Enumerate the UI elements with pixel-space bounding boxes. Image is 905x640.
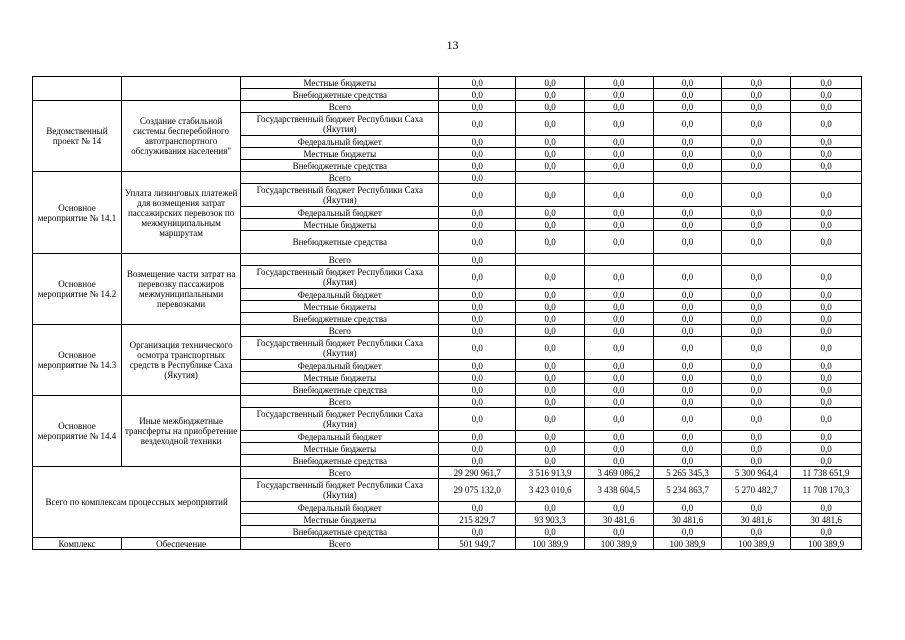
amount-cell: 0,0 [516, 526, 585, 538]
amount-cell: 0,0 [439, 160, 516, 172]
amount-cell: 0,0 [516, 396, 585, 408]
event-type-cell: Основное мероприятие № 14.4 [33, 396, 122, 467]
amount-cell: 0,0 [722, 502, 791, 514]
amount-cell: 0,0 [584, 219, 653, 231]
amount-cell: 0,0 [791, 372, 862, 384]
amount-cell: 0,0 [722, 266, 791, 289]
funding-source-cell: Государственный бюджет Республики Саха (Якутия) [241, 266, 439, 289]
amount-cell: 0,0 [516, 101, 585, 113]
funding-source-cell: Местные бюджеты [241, 301, 439, 313]
amount-cell: 0,0 [653, 113, 722, 136]
amount-cell [722, 254, 791, 266]
amount-cell: 0,0 [439, 254, 516, 266]
amount-cell: 100 389,9 [584, 538, 653, 550]
amount-cell: 0,0 [653, 77, 722, 89]
amount-cell: 0,0 [584, 443, 653, 455]
amount-cell: 0,0 [653, 289, 722, 301]
amount-cell: 0,0 [722, 101, 791, 113]
amount-cell: 0,0 [653, 526, 722, 538]
amount-cell: 0,0 [516, 301, 585, 313]
amount-cell [653, 254, 722, 266]
amount-cell: 0,0 [653, 372, 722, 384]
amount-cell: 0,0 [722, 89, 791, 101]
table-row [33, 467, 862, 479]
amount-cell: 0,0 [722, 526, 791, 538]
amount-cell: 0,0 [516, 89, 585, 101]
funding-source-cell: Федеральный бюджет [241, 502, 439, 514]
event-type-cell: Комплекс [33, 538, 122, 550]
amount-cell: 0,0 [791, 89, 862, 101]
amount-cell: 0,0 [722, 160, 791, 172]
amount-cell: 0,0 [584, 148, 653, 160]
amount-cell: 0,0 [791, 408, 862, 431]
amount-cell: 0,0 [439, 77, 516, 89]
amount-cell: 0,0 [584, 207, 653, 219]
amount-cell: 0,0 [584, 502, 653, 514]
funding-source-cell: Всего [241, 396, 439, 408]
funding-source-cell: Местные бюджеты [241, 219, 439, 231]
amount-cell: 0,0 [722, 148, 791, 160]
amount-cell: 0,0 [791, 526, 862, 538]
amount-cell: 0,0 [516, 77, 585, 89]
amount-cell: 0,0 [516, 266, 585, 289]
table-row [33, 101, 862, 113]
amount-cell: 0,0 [516, 113, 585, 136]
amount-cell: 0,0 [791, 231, 862, 254]
amount-cell: 0,0 [791, 148, 862, 160]
amount-cell: 0,0 [791, 325, 862, 337]
amount-cell: 0,0 [439, 231, 516, 254]
funding-source-cell: Федеральный бюджет [241, 431, 439, 443]
amount-cell: 5 270 482,7 [722, 479, 791, 502]
amount-cell: 0,0 [653, 219, 722, 231]
amount-cell: 0,0 [791, 289, 862, 301]
event-type-cell [33, 77, 122, 101]
amount-cell: 0,0 [722, 219, 791, 231]
amount-cell: 0,0 [791, 301, 862, 313]
funding-source-cell: Государственный бюджет Республики Саха (Якутия) [241, 337, 439, 360]
amount-cell: 0,0 [439, 526, 516, 538]
amount-cell: 0,0 [791, 502, 862, 514]
amount-cell: 0,0 [653, 408, 722, 431]
funding-source-cell: Государственный бюджет Республики Саха (Якутия) [241, 113, 439, 136]
amount-cell: 29 290 961,7 [439, 467, 516, 479]
amount-cell: 0,0 [722, 396, 791, 408]
funding-source-cell: Местные бюджеты [241, 372, 439, 384]
amount-cell: 0,0 [584, 372, 653, 384]
amount-cell [516, 172, 585, 184]
amount-cell: 0,0 [516, 455, 585, 467]
amount-cell: 0,0 [791, 431, 862, 443]
amount-cell: 0,0 [722, 384, 791, 396]
amount-cell: 0,0 [722, 136, 791, 148]
amount-cell: 0,0 [791, 77, 862, 89]
amount-cell: 0,0 [722, 207, 791, 219]
amount-cell: 0,0 [722, 408, 791, 431]
amount-cell: 100 389,9 [516, 538, 585, 550]
amount-cell: 0,0 [516, 384, 585, 396]
event-name-cell [121, 77, 240, 101]
table-row [33, 325, 862, 337]
funding-source-cell: Всего [241, 101, 439, 113]
amount-cell: 0,0 [584, 89, 653, 101]
amount-cell: 0,0 [516, 219, 585, 231]
amount-cell: 0,0 [791, 396, 862, 408]
funding-source-cell: Местные бюджеты [241, 443, 439, 455]
funding-source-cell: Всего [241, 538, 439, 550]
table-row [33, 538, 862, 550]
amount-cell: 0,0 [722, 337, 791, 360]
amount-cell: 0,0 [439, 207, 516, 219]
amount-cell: 501 949,7 [439, 538, 516, 550]
amount-cell: 0,0 [584, 184, 653, 207]
amount-cell: 0,0 [791, 337, 862, 360]
event-name-cell: Иные межбюджетные трансферты на приобретение вездеходной техники [121, 396, 240, 467]
amount-cell: 0,0 [516, 408, 585, 431]
amount-cell: 0,0 [439, 360, 516, 372]
amount-cell: 0,0 [439, 136, 516, 148]
amount-cell: 0,0 [653, 136, 722, 148]
amount-cell: 0,0 [516, 136, 585, 148]
amount-cell: 0,0 [653, 89, 722, 101]
funding-source-cell: Федеральный бюджет [241, 289, 439, 301]
amount-cell: 0,0 [722, 77, 791, 89]
event-name-cell: Обеспечение [121, 538, 240, 550]
amount-cell: 0,0 [653, 360, 722, 372]
page-number: 13 [446, 38, 459, 52]
funding-source-cell: Внебюджетные средства [241, 384, 439, 396]
amount-cell: 0,0 [439, 372, 516, 384]
amount-cell: 0,0 [516, 502, 585, 514]
funding-source-cell: Государственный бюджет Республики Саха (Якутия) [241, 184, 439, 207]
amount-cell: 0,0 [791, 184, 862, 207]
amount-cell: 0,0 [439, 266, 516, 289]
amount-cell: 0,0 [722, 325, 791, 337]
amount-cell: 0,0 [516, 443, 585, 455]
amount-cell: 93 903,3 [516, 514, 585, 526]
event-type-cell: Всего по комплексам процессных мероприятий [33, 467, 241, 538]
funding-source-cell: Всего [241, 172, 439, 184]
funding-source-cell: Федеральный бюджет [241, 360, 439, 372]
amount-cell: 0,0 [516, 431, 585, 443]
amount-cell: 0,0 [653, 301, 722, 313]
event-name-cell: Возмещение части затрат на перевозку пассажиров межмуниципальными перевозками [121, 254, 240, 325]
amount-cell: 0,0 [584, 384, 653, 396]
amount-cell: 0,0 [653, 502, 722, 514]
amount-cell: 0,0 [439, 313, 516, 325]
amount-cell: 0,0 [439, 502, 516, 514]
amount-cell: 0,0 [584, 337, 653, 360]
amount-cell: 0,0 [439, 408, 516, 431]
amount-cell [653, 172, 722, 184]
amount-cell: 3 423 010,6 [516, 479, 585, 502]
event-name-cell: Организация технического осмотра транспортных средств в Республике Саха (Якутия) [121, 325, 240, 396]
amount-cell [584, 254, 653, 266]
amount-cell: 0,0 [439, 325, 516, 337]
amount-cell: 0,0 [516, 360, 585, 372]
event-type-cell: Основное мероприятие № 14.3 [33, 325, 122, 396]
amount-cell: 0,0 [584, 396, 653, 408]
amount-cell: 0,0 [584, 301, 653, 313]
amount-cell: 0,0 [791, 136, 862, 148]
amount-cell: 30 481,6 [791, 514, 862, 526]
amount-cell: 0,0 [439, 443, 516, 455]
amount-cell: 0,0 [584, 136, 653, 148]
amount-cell: 0,0 [791, 101, 862, 113]
amount-cell: 0,0 [791, 266, 862, 289]
amount-cell: 0,0 [653, 443, 722, 455]
amount-cell: 0,0 [439, 89, 516, 101]
amount-cell: 0,0 [653, 148, 722, 160]
amount-cell: 0,0 [653, 101, 722, 113]
funding-source-cell: Федеральный бюджет [241, 136, 439, 148]
event-type-cell: Ведомственный проект № 14 [33, 101, 122, 172]
amount-cell: 0,0 [653, 455, 722, 467]
amount-cell: 3 469 086,2 [584, 467, 653, 479]
amount-cell [584, 172, 653, 184]
funding-source-cell: Всего [241, 467, 439, 479]
funding-source-cell: Местные бюджеты [241, 148, 439, 160]
amount-cell: 0,0 [439, 289, 516, 301]
event-name-cell: Создание стабильной системы бесперебойного автотранспортного обслуживания населения" [121, 101, 240, 172]
funding-source-cell: Местные бюджеты [241, 514, 439, 526]
amount-cell: 0,0 [516, 325, 585, 337]
amount-cell: 0,0 [584, 526, 653, 538]
amount-cell: 29 075 132,0 [439, 479, 516, 502]
amount-cell: 0,0 [584, 231, 653, 254]
amount-cell: 0,0 [439, 172, 516, 184]
funding-source-cell: Внебюджетные средства [241, 160, 439, 172]
amount-cell: 30 481,6 [722, 514, 791, 526]
event-type-cell: Основное мероприятие № 14.2 [33, 254, 122, 325]
amount-cell: 0,0 [722, 443, 791, 455]
amount-cell: 0,0 [653, 231, 722, 254]
funding-source-cell: Всего [241, 325, 439, 337]
amount-cell: 0,0 [791, 455, 862, 467]
amount-cell: 0,0 [516, 231, 585, 254]
amount-cell: 100 389,9 [791, 538, 862, 550]
amount-cell [791, 254, 862, 266]
amount-cell: 0,0 [584, 408, 653, 431]
event-name-cell: Уплата лизинговых платежей для возмещения затрат пассажирских перевозок по межмуниципальным маршрутам [121, 172, 240, 254]
amount-cell: 0,0 [439, 431, 516, 443]
amount-cell: 0,0 [653, 396, 722, 408]
amount-cell: 0,0 [584, 77, 653, 89]
amount-cell: 0,0 [439, 101, 516, 113]
amount-cell: 0,0 [516, 184, 585, 207]
amount-cell [791, 172, 862, 184]
amount-cell: 0,0 [584, 325, 653, 337]
amount-cell: 0,0 [722, 372, 791, 384]
amount-cell: 0,0 [653, 160, 722, 172]
amount-cell: 0,0 [791, 219, 862, 231]
amount-cell: 0,0 [653, 184, 722, 207]
amount-cell: 5 234 863,7 [653, 479, 722, 502]
funding-source-cell: Внебюджетные средства [241, 455, 439, 467]
amount-cell: 0,0 [791, 207, 862, 219]
funding-source-cell: Внебюджетные средства [241, 89, 439, 101]
amount-cell: 0,0 [584, 266, 653, 289]
amount-cell: 0,0 [439, 148, 516, 160]
amount-cell: 0,0 [516, 289, 585, 301]
amount-cell: 0,0 [584, 431, 653, 443]
table-row [33, 172, 862, 184]
amount-cell: 11 708 170,3 [791, 479, 862, 502]
amount-cell: 0,0 [516, 313, 585, 325]
amount-cell: 0,0 [439, 384, 516, 396]
amount-cell: 0,0 [439, 113, 516, 136]
amount-cell: 0,0 [722, 301, 791, 313]
amount-cell: 0,0 [722, 289, 791, 301]
amount-cell: 11 738 651,9 [791, 467, 862, 479]
amount-cell: 0,0 [516, 160, 585, 172]
amount-cell: 0,0 [439, 184, 516, 207]
table-row [33, 396, 862, 408]
funding-source-cell: Всего [241, 254, 439, 266]
amount-cell: 0,0 [722, 231, 791, 254]
amount-cell [516, 254, 585, 266]
amount-cell: 0,0 [516, 337, 585, 360]
funding-source-cell: Внебюджетные средства [241, 526, 439, 538]
funding-source-cell: Федеральный бюджет [241, 207, 439, 219]
amount-cell: 0,0 [791, 360, 862, 372]
budget-table [32, 76, 862, 550]
amount-cell: 0,0 [516, 148, 585, 160]
amount-cell: 0,0 [722, 455, 791, 467]
amount-cell: 0,0 [653, 337, 722, 360]
amount-cell: 0,0 [439, 337, 516, 360]
amount-cell: 0,0 [653, 431, 722, 443]
amount-cell: 0,0 [584, 289, 653, 301]
funding-source-cell: Государственный бюджет Республики Саха (Якутия) [241, 479, 439, 502]
amount-cell: 100 389,9 [722, 538, 791, 550]
amount-cell: 0,0 [722, 113, 791, 136]
amount-cell: 0,0 [722, 184, 791, 207]
amount-cell: 0,0 [653, 266, 722, 289]
amount-cell: 30 481,6 [584, 514, 653, 526]
amount-cell: 0,0 [653, 313, 722, 325]
funding-source-cell: Внебюджетные средства [241, 231, 439, 254]
amount-cell: 0,0 [584, 360, 653, 372]
amount-cell: 0,0 [584, 160, 653, 172]
table-row [33, 77, 862, 89]
funding-source-cell: Местные бюджеты [241, 77, 439, 89]
amount-cell: 5 265 345,3 [653, 467, 722, 479]
amount-cell [722, 172, 791, 184]
amount-cell: 100 389,9 [653, 538, 722, 550]
amount-cell: 5 300 964,4 [722, 467, 791, 479]
amount-cell: 0,0 [791, 313, 862, 325]
amount-cell: 0,0 [722, 313, 791, 325]
amount-cell: 0,0 [791, 160, 862, 172]
funding-source-cell: Государственный бюджет Республики Саха (Якутия) [241, 408, 439, 431]
amount-cell: 0,0 [584, 455, 653, 467]
amount-cell: 0,0 [439, 219, 516, 231]
amount-cell: 0,0 [653, 384, 722, 396]
amount-cell: 0,0 [584, 113, 653, 136]
amount-cell: 0,0 [516, 207, 585, 219]
amount-cell: 0,0 [516, 372, 585, 384]
amount-cell: 0,0 [791, 113, 862, 136]
amount-cell: 215 829,7 [439, 514, 516, 526]
amount-cell: 0,0 [791, 384, 862, 396]
amount-cell: 3 516 913,9 [516, 467, 585, 479]
amount-cell: 0,0 [791, 443, 862, 455]
amount-cell: 0,0 [722, 360, 791, 372]
funding-source-cell: Внебюджетные средства [241, 313, 439, 325]
amount-cell: 0,0 [439, 455, 516, 467]
event-type-cell: Основное мероприятие № 14.1 [33, 172, 122, 254]
amount-cell: 0,0 [653, 325, 722, 337]
amount-cell: 3 438 604,5 [584, 479, 653, 502]
table-row [33, 254, 862, 266]
amount-cell: 0,0 [722, 431, 791, 443]
amount-cell: 0,0 [439, 301, 516, 313]
amount-cell: 30 481,6 [653, 514, 722, 526]
amount-cell: 0,0 [584, 101, 653, 113]
amount-cell: 0,0 [653, 207, 722, 219]
amount-cell: 0,0 [439, 396, 516, 408]
amount-cell: 0,0 [584, 313, 653, 325]
